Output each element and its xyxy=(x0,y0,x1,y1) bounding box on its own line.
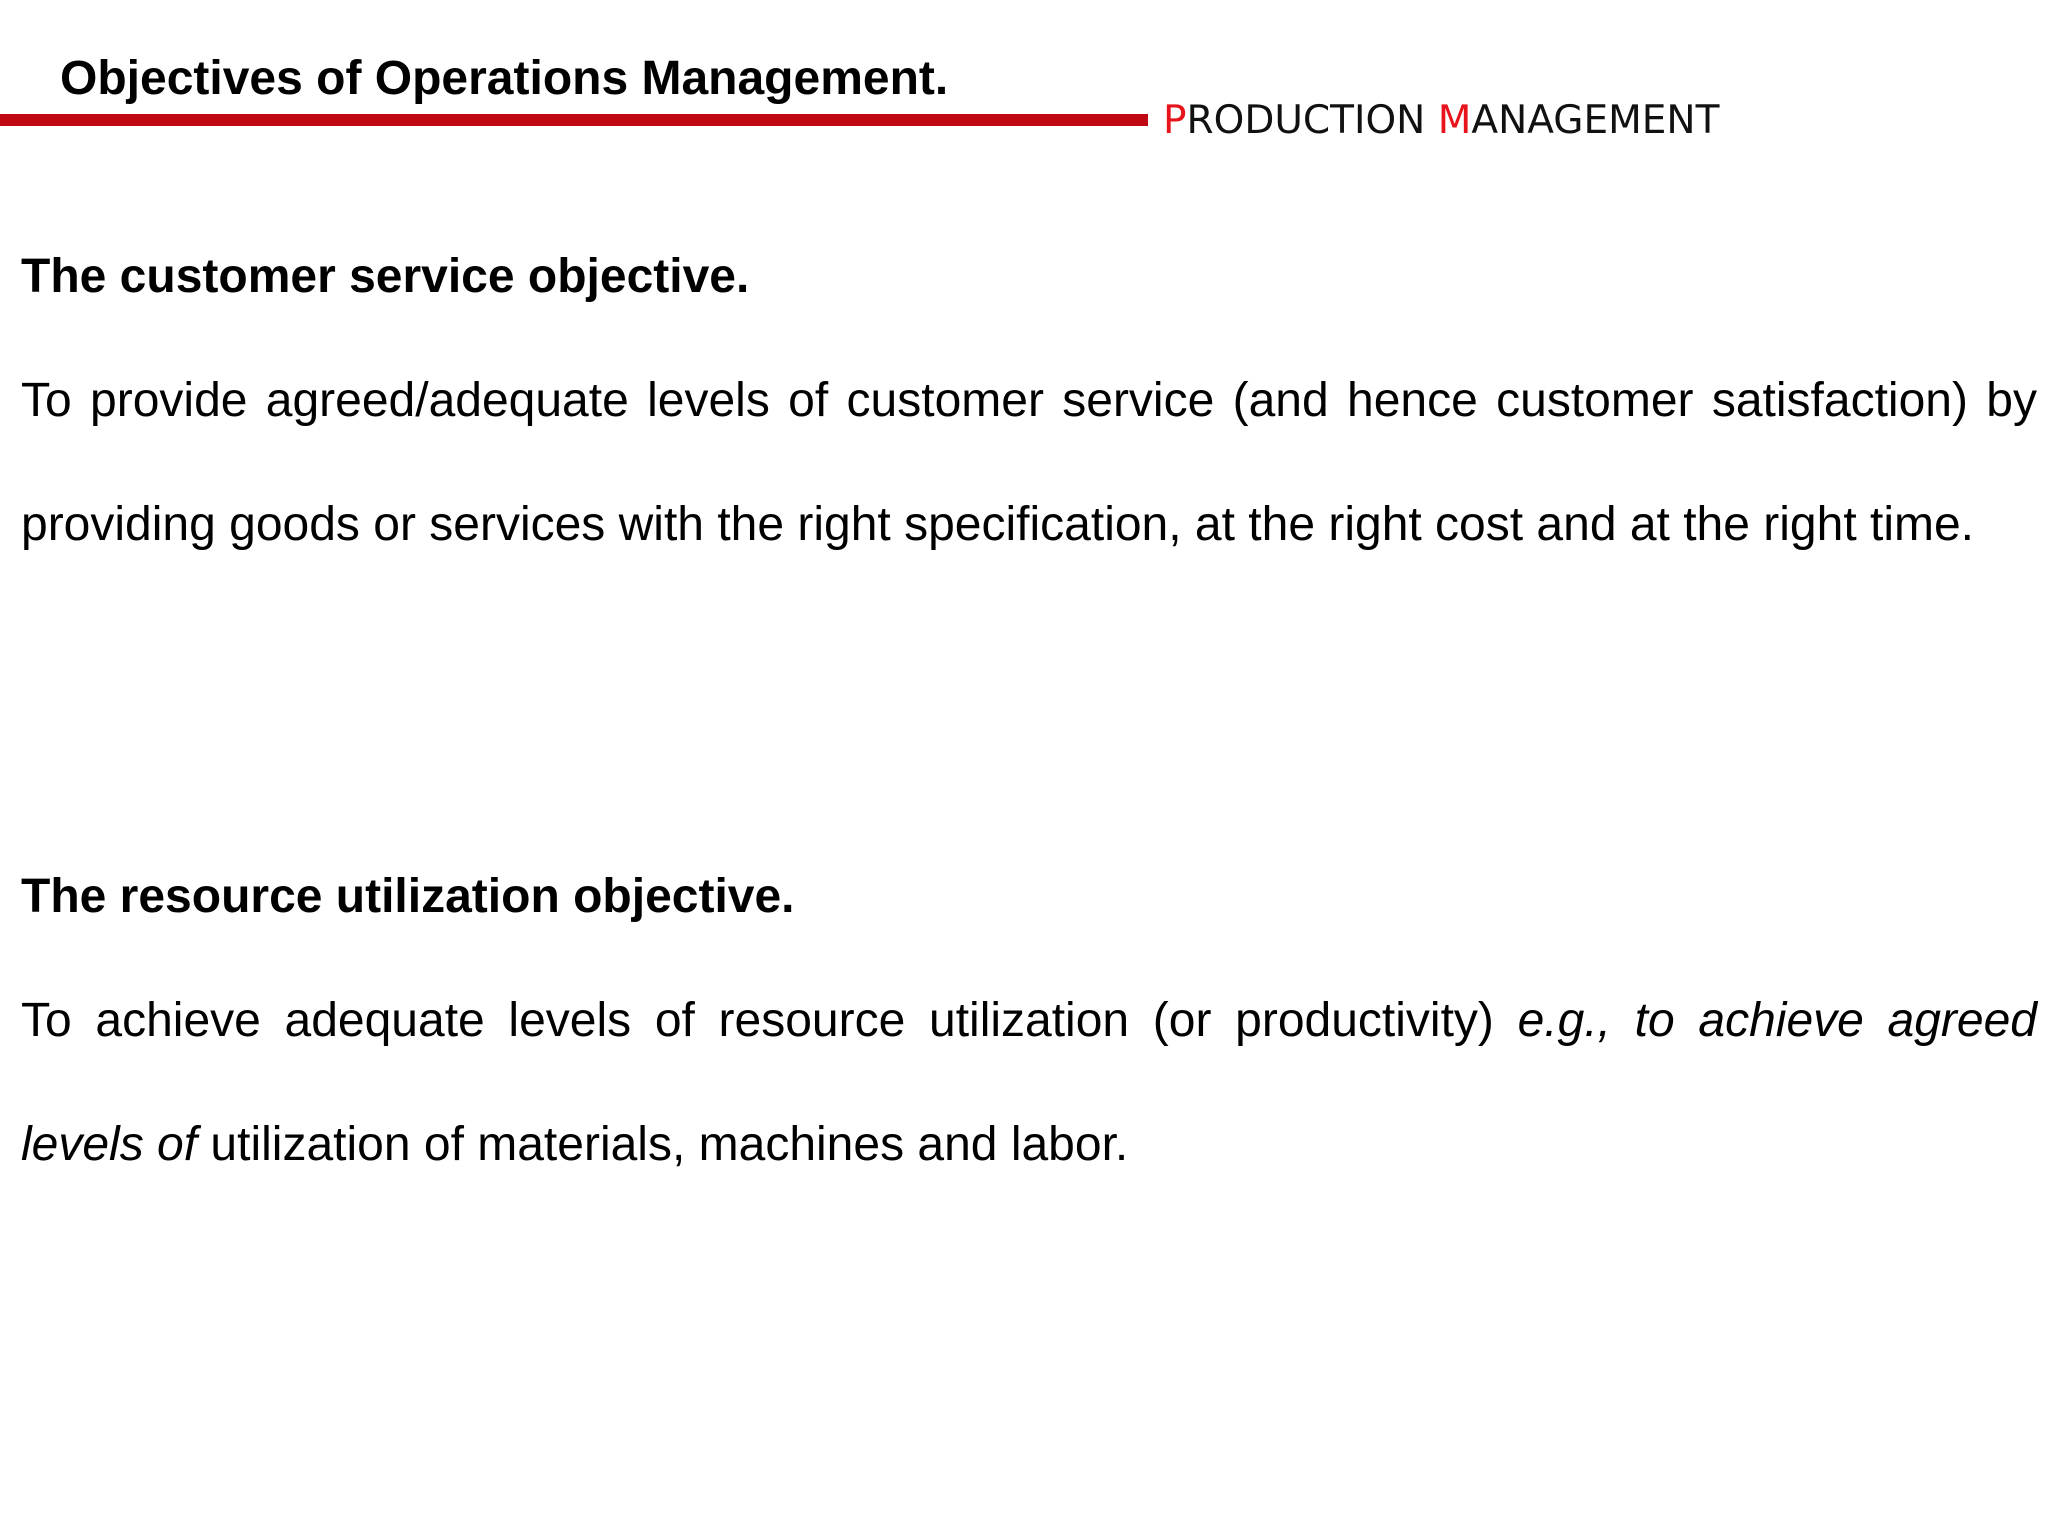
brand-initial-m: M xyxy=(1437,98,1472,143)
brand-word2-rest: ANAGEMENT xyxy=(1471,98,1720,143)
body-text-part1: To achieve adequate levels of resource utilization (or productivity) xyxy=(21,994,1518,1047)
body-text-italic: e.g., to achieve agreed levels of xyxy=(21,994,2038,1171)
title-underline-rule xyxy=(0,114,1148,126)
section-body: To provide agreed/adequate levels of customer service (and hence customer satisfaction) by providing goods or services with the right specification, at the right cost and at the right time. xyxy=(21,374,2037,551)
brand-tag xyxy=(1163,96,1719,146)
section-heading: The resource utilization objective. xyxy=(21,870,795,923)
section-heading: The customer service objective. xyxy=(21,250,750,303)
body-text-part2: utilization of materials, machines and labor. xyxy=(197,1118,1129,1171)
section-resource-utilization xyxy=(21,866,2038,1171)
brand-initial-p: P xyxy=(1163,98,1187,143)
section-body xyxy=(21,959,2037,1207)
brand-word1-rest: RODUCTION xyxy=(1186,98,1426,143)
section-customer-service xyxy=(21,246,2037,551)
slide-title: Objectives of Operations Management. xyxy=(60,52,949,105)
